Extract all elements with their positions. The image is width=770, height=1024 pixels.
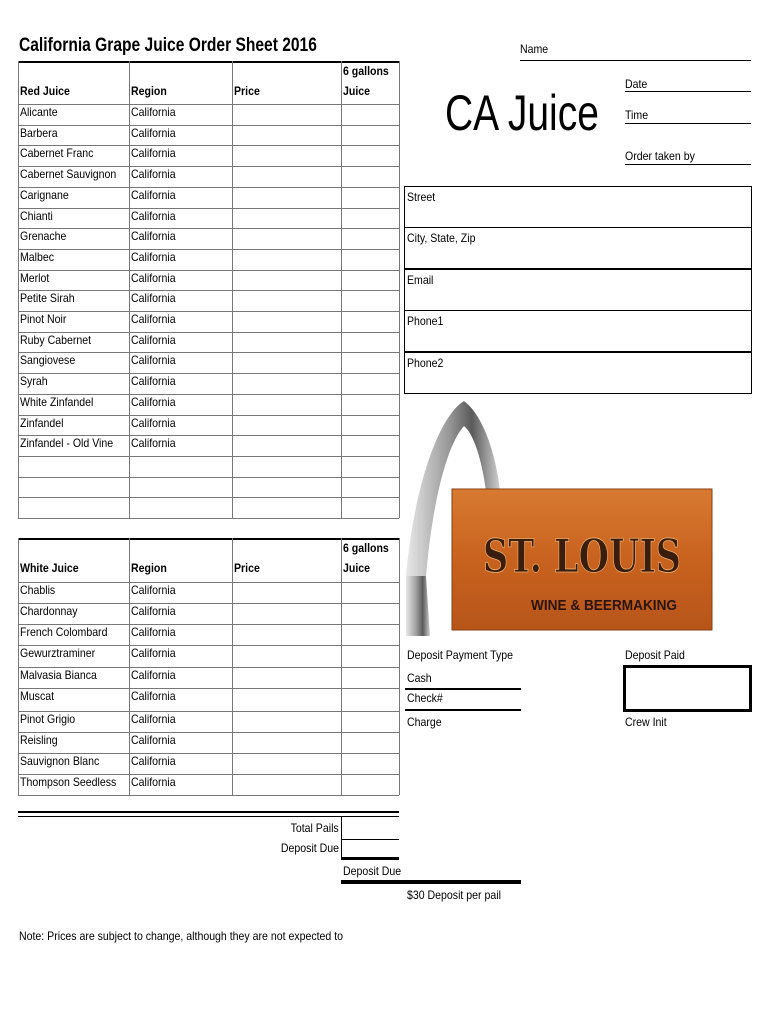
juice-name: Syrah <box>20 374 48 388</box>
gallons-qty-cell[interactable] <box>342 291 398 310</box>
juice-name: Grenache <box>20 229 67 243</box>
juice-region: California <box>131 126 176 140</box>
juice-region: California <box>131 668 176 682</box>
payment-option-check[interactable]: Check# <box>407 691 443 705</box>
address-field-label: Phone1 <box>407 314 444 328</box>
deposit-payment-type-label: Deposit Payment Type <box>407 648 514 662</box>
logo-image <box>404 396 714 636</box>
deposit-paid-label: Deposit Paid <box>625 648 685 662</box>
juice-region: California <box>131 105 176 119</box>
juice-name: Cabernet Sauvignon <box>20 167 117 181</box>
date-label: Date <box>625 77 648 91</box>
white-header-juice: White Juice <box>20 561 79 575</box>
juice-region: California <box>131 146 176 160</box>
gallons-qty-cell[interactable] <box>342 583 398 602</box>
date-line[interactable] <box>625 91 751 92</box>
name-label: Name <box>520 42 549 56</box>
time-label: Time <box>625 108 649 122</box>
gallons-qty-cell[interactable] <box>342 775 398 794</box>
gallons-qty-cell[interactable] <box>342 374 398 393</box>
time-line[interactable] <box>625 123 751 124</box>
price-note: Note: Prices are subject to change, although they are not expected to <box>19 929 344 943</box>
gallons-qty-cell[interactable] <box>342 416 398 435</box>
red-header-region: Region <box>131 84 167 98</box>
gallons-qty-cell[interactable] <box>342 712 398 731</box>
order-taken-by-line[interactable] <box>625 164 751 165</box>
juice-name: Thompson Seedless <box>20 775 117 789</box>
deposit-due-label: Deposit Due <box>280 841 339 855</box>
juice-name: Cabernet Franc <box>20 146 94 160</box>
juice-name: Sauvignon Blanc <box>20 754 100 768</box>
address-field-phone2[interactable] <box>404 352 752 394</box>
gallons-qty-cell[interactable] <box>342 604 398 623</box>
juice-region: California <box>131 625 176 639</box>
gallons-qty-cell[interactable] <box>342 250 398 269</box>
juice-region: California <box>131 604 176 618</box>
juice-region: California <box>131 733 176 747</box>
juice-region: California <box>131 754 176 768</box>
store-logo <box>404 396 714 636</box>
red-header-price: Price <box>234 84 260 98</box>
red-header-juice: Red Juice <box>20 84 70 98</box>
page-title: California Grape Juice Order Sheet 2016 <box>19 35 317 56</box>
payment-option-charge[interactable]: Charge <box>407 715 442 729</box>
gallons-qty-cell[interactable] <box>342 625 398 644</box>
gallons-qty-cell[interactable] <box>342 229 398 248</box>
juice-region: California <box>131 775 176 789</box>
juice-name: Chardonnay <box>20 604 78 618</box>
crew-init-label: Crew Init <box>625 715 667 729</box>
gallons-qty-cell[interactable] <box>342 754 398 773</box>
payment-option-cash[interactable]: Cash <box>407 671 432 685</box>
juice-region: California <box>131 374 176 388</box>
gallons-qty-cell[interactable] <box>342 312 398 331</box>
gallons-qty-cell[interactable] <box>342 733 398 752</box>
deposit-note: $30 Deposit per pail <box>407 888 501 902</box>
white-header-gallons: 6 gallons <box>343 541 389 555</box>
juice-name: Gewurztraminer <box>20 646 96 660</box>
juice-name: Muscat <box>20 689 55 703</box>
juice-region: California <box>131 229 176 243</box>
gallons-qty-cell[interactable] <box>342 209 398 228</box>
juice-name: Merlot <box>20 271 50 285</box>
gallons-qty-cell[interactable] <box>342 188 398 207</box>
gallons-qty-cell[interactable] <box>342 689 398 708</box>
address-field-street[interactable] <box>404 186 752 228</box>
gallons-qty-cell[interactable] <box>342 646 398 665</box>
red-header-gallons: 6 gallons <box>343 64 389 78</box>
name-line[interactable] <box>520 60 751 61</box>
gallons-qty-cell[interactable] <box>342 395 398 414</box>
gallons-qty-cell[interactable] <box>342 126 398 145</box>
juice-region: California <box>131 353 176 367</box>
juice-region: California <box>131 209 176 223</box>
logo-subtitle: WINE & BEERMAKING <box>531 597 677 614</box>
order-taken-by-label: Order taken by <box>625 149 695 163</box>
gallons-qty-cell[interactable] <box>342 167 398 186</box>
gallons-qty-cell[interactable] <box>342 271 398 290</box>
juice-name: French Colombard <box>20 625 108 639</box>
address-field-label: Phone2 <box>407 356 444 370</box>
juice-name: Reisling <box>20 733 58 747</box>
juice-region: California <box>131 167 176 181</box>
juice-region: California <box>131 416 176 430</box>
gallons-qty-cell[interactable] <box>342 146 398 165</box>
juice-name: Ruby Cabernet <box>20 333 92 347</box>
address-field-label: Email <box>407 273 434 287</box>
juice-name: Chianti <box>20 209 53 223</box>
juice-name: Barbera <box>20 126 58 140</box>
address-field-label: City, State, Zip <box>407 231 476 245</box>
juice-region: California <box>131 712 176 726</box>
juice-region: California <box>131 436 176 450</box>
juice-name: Sangiovese <box>20 353 76 367</box>
juice-name: Malvasia Bianca <box>20 668 97 682</box>
deposit-due-box-label: Deposit Due <box>343 864 402 878</box>
juice-name: Pinot Noir <box>20 312 67 326</box>
juice-name: Zinfandel <box>20 416 64 430</box>
juice-name: Petite Sirah <box>20 291 75 305</box>
deposit-paid-box[interactable] <box>623 665 752 712</box>
total-pails-label: Total Pails <box>290 821 339 835</box>
juice-region: California <box>131 312 176 326</box>
gallons-qty-cell[interactable] <box>342 436 398 455</box>
juice-region: California <box>131 395 176 409</box>
white-header-region: Region <box>131 561 167 575</box>
address-field-email[interactable] <box>404 269 752 311</box>
gallons-qty-cell[interactable] <box>342 105 398 124</box>
juice-region: California <box>131 333 176 347</box>
white-header-price: Price <box>234 561 260 575</box>
juice-region: California <box>131 250 176 264</box>
juice-name: Alicante <box>20 105 58 119</box>
red-header-juice: Juice <box>343 84 371 98</box>
white-header-juice: Juice <box>343 561 371 575</box>
juice-name: White Zinfandel <box>20 395 94 409</box>
juice-region: California <box>131 271 176 285</box>
juice-region: California <box>131 291 176 305</box>
juice-name: Malbec <box>20 250 55 264</box>
juice-region: California <box>131 188 176 202</box>
juice-region: California <box>131 689 176 703</box>
logo-title: ST. LOUIS <box>483 529 681 583</box>
juice-name: Carignane <box>20 188 69 202</box>
gallons-qty-cell[interactable] <box>342 333 398 352</box>
address-field-label: Street <box>407 190 436 204</box>
juice-region: California <box>131 646 176 660</box>
juice-name: Zinfandel - Old Vine <box>20 436 114 450</box>
address-field-phone1[interactable] <box>404 310 752 352</box>
juice-region: California <box>131 583 176 597</box>
gallons-qty-cell[interactable] <box>342 668 398 687</box>
brand-name: CA Juice <box>445 85 599 141</box>
gallons-qty-cell[interactable] <box>342 353 398 372</box>
juice-name: Pinot Grigio <box>20 712 76 726</box>
juice-name: Chablis <box>20 583 56 597</box>
